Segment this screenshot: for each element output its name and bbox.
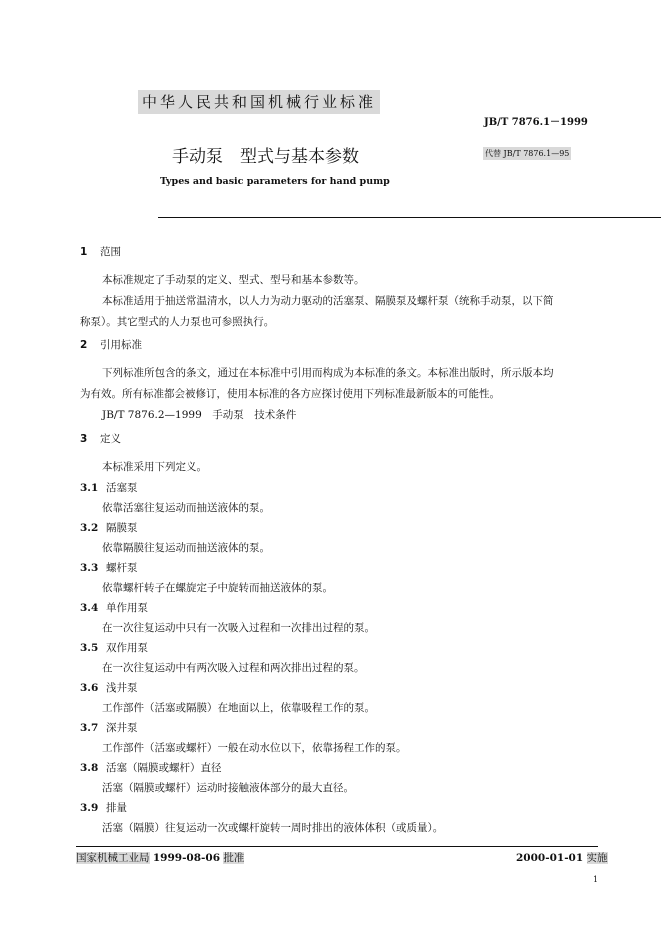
definition-heading [80,720,138,735]
definition-text: 在一次往复运动中只有一次吸入过程和一次排出过程的泵。 [102,622,375,634]
definition-text: 依靠隔膜往复运动而抽送液体的泵。 [102,542,270,554]
footer-rule [76,846,598,847]
definition-term: 排量 [106,802,127,814]
issuing-authority: 国家机械工业局 [76,852,150,864]
definition-term: 活塞（隔膜或螺杆）直径 [106,762,222,774]
definition-term: 双作用泵 [106,642,148,654]
definition-term: 螺杆泵 [106,562,138,574]
english-title: Types and basic parameters for hand pump [160,176,390,187]
definition-text: 在一次往复运动中有两次吸入过程和两次排出过程的泵。 [102,662,365,674]
document-title: 手动泵 型式与基本参数 [172,147,359,167]
definition-number: 3.7 [80,722,99,734]
definition-number: 3.9 [80,802,99,814]
definition-heading [80,680,138,695]
definition-number: 3.4 [80,602,99,614]
effective-date: 2000-01-01 [516,852,584,864]
paragraph: 本标准适用于抽送常温清水，以人力为动力驱动的活塞泵、隔膜泵及螺杆泵（统称手动泵，以下简 [102,295,554,307]
referenced-standard: JB/T 7876.2—1999 手动泵 技术条件 [102,409,297,421]
paragraph: 本标准规定了手动泵的定义、型式、型号和基本参数等。 [102,274,365,286]
definition-text: 工作部件（活塞或螺杆）一般在动水位以下，依靠扬程工作的泵。 [102,742,407,754]
section-number: 1 [80,246,88,258]
paragraph: 称泵）。其它型式的人力泵也可参照执行。 [80,316,275,328]
definition-heading [80,640,148,655]
definition-number: 3.6 [80,682,99,694]
effective-label: 实施 [586,852,608,864]
page-number: 1 [593,875,599,884]
approval-date: 1999-08-06 [152,852,221,864]
definition-heading [80,760,222,775]
definition-heading [80,560,138,575]
standard-code: JB/T 7876.1－1999 [484,117,588,128]
section-3-heading [80,431,121,446]
section-title: 定义 [100,433,121,445]
definition-number: 3.2 [80,522,99,534]
definition-term: 深井泵 [106,722,138,734]
definition-text: 依靠活塞往复运动而抽送液体的泵。 [102,502,270,514]
definition-number: 3.8 [80,762,99,774]
definition-term: 隔膜泵 [106,522,138,534]
effective-line [516,850,608,865]
definition-term: 浅井泵 [106,682,138,694]
definition-text: 活塞（隔膜）往复运动一次或螺杆旋转一周时排出的液体体积（或质量）。 [102,822,444,834]
definition-number: 3.1 [80,482,99,494]
definition-heading [80,600,148,615]
section-title: 引用标准 [100,339,142,351]
section-1-heading [80,244,121,259]
header-rule [158,217,661,218]
paragraph: 为有效。所有标准都会被修订，使用本标准的各方应探讨使用下列标准最新版本的可能性。 [80,388,500,400]
paragraph: 下列标准所包含的条文，通过在本标准中引用而构成为本标准的条文。本标准出版时，所示版本均 [102,367,554,379]
approval-line [76,850,244,865]
definition-term: 单作用泵 [106,602,148,614]
section-number: 3 [80,433,88,445]
definition-text: 活塞（隔膜或螺杆）运动时接触液体部分的最大直径。 [102,782,354,794]
definition-heading [80,480,138,495]
paragraph: 本标准采用下列定义。 [102,461,207,473]
standard-category: 中华人民共和国机械行业标准 [138,90,380,114]
definition-text: 依靠螺杆转子在螺旋定子中旋转而抽送液体的泵。 [102,582,333,594]
definition-term: 活塞泵 [106,482,138,494]
definition-heading [80,520,138,535]
definition-text: 工作部件（活塞或隔膜）在地面以上，依靠吸程工作的泵。 [102,702,375,714]
replaces-standard: 代替 JB/T 7876.1—95 [485,149,570,158]
approval-label: 批准 [223,852,245,864]
definition-number: 3.5 [80,642,99,654]
section-title: 范围 [100,246,121,258]
definition-heading [80,800,127,815]
section-2-heading [80,337,142,352]
section-number: 2 [80,339,88,351]
definition-number: 3.3 [80,562,99,574]
